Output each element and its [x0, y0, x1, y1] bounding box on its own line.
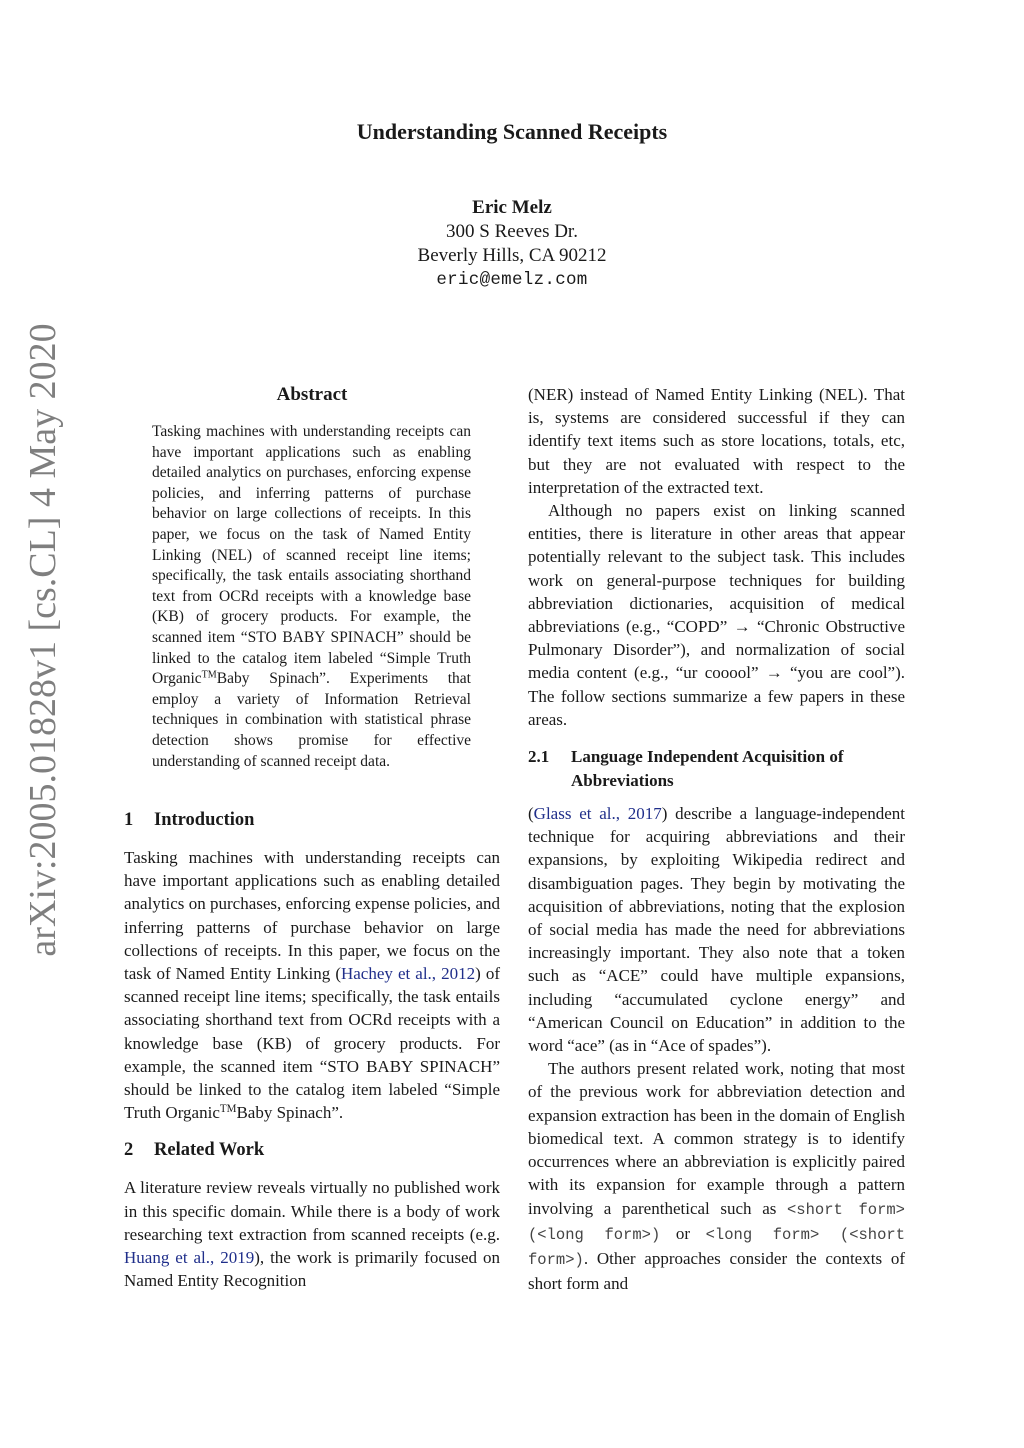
abstract-text-part1: Tasking machines with understanding receipts can have important applications such as enabling detailed analytics on purchases, enforcing expense policies, and inferring patterns of purchase behavior on large collections of receipts. In this paper, we focus on the task of Named Entity Linking (NEL) of scanned receipt line items; specifically, the task entails associating shorthand text from OCRd receipts with a knowledge base (KB) of grocery products. For example, the scanned item “STO BABY SPINACH” should be linked to the catalog item labeled “Simple Truth Organic [152, 423, 471, 688]
author-email: eric@emelz.com [436, 270, 588, 290]
subsection-paragraph-2 [528, 1057, 905, 1295]
trademark-superscript: TM [219, 1103, 237, 1116]
citation-link[interactable]: Hachey et al., 2012 [340, 964, 476, 984]
citation-link[interactable]: Glass et al., 2017 [533, 804, 662, 824]
arxiv-stamp [18, 240, 68, 1040]
section-title: Related Work [154, 1140, 265, 1161]
trademark-superscript: TM [201, 669, 217, 681]
paper-title: Understanding Scanned Receipts [356, 119, 668, 144]
related-text-part1: A literature review reveals virtually no published work in this specific domain. While there is a body of work researching text extraction from scanned receipts (e.g. [124, 1178, 500, 1244]
subsection-text-1: ) describe a language-independent technique for acquiring abbreviations and their expansions, by exploiting Wikipedia redirect and disambiguation pages. They begin by motivating the acquisition of abbreviations, noting that the explosion of social media has made the need for abbreviations increasingly important. They also note that a token such as “ACE” could have multiple expansions, including “accumulated cyclone energy” and “American Council on Education” in addition to the word “ace” (as in “Ace of spades”). [528, 804, 905, 1056]
arxiv-identifier: arXiv:2005.01828v1 [cs.CL] 4 May 2020 [22, 323, 64, 957]
paren-open: ( [528, 804, 534, 824]
intro-text-part1: Tasking machines with understanding receipts can have important applications such as enabling detailed analytics on purchases, enforcing expense policies, and inferring patterns of purchase behavior on large collections of receipts. In this paper, we focus on the task of Named Entity Linking ( [124, 848, 500, 984]
intro-text-part2: ) of scanned receipt line items; specifically, the task entails associating shorthand text from OCRd receipts with a knowledge base (KB) of grocery products. For example, the scanned item “STO BABY SPINACH” should be linked to the catalog item labeled “Simple Truth Organic [124, 964, 501, 1123]
author-address-line1: 300 S Reeves Dr. [446, 221, 578, 242]
right-column [528, 383, 905, 1295]
code-pattern-1: <short form> (<long form>) [528, 1200, 905, 1244]
code-pattern-2: <long form> (<short form>) [528, 1225, 906, 1269]
abstract-text-part2: Baby Spinach”. Experiments that employ a variety of Information Retrieval techniques in combination with statistical phrase detection shows promise for effective understanding of scanned receipt data. [152, 670, 471, 770]
abstract-heading: Abstract [276, 384, 348, 405]
section-number: 1 [124, 810, 134, 830]
author-name: Eric Melz [472, 197, 552, 218]
related-work-continuation: (NER) instead of Named Entity Linking (NEL). That is, systems are considered successful if they can identify text items such as store locations, totals, etc, but they are not evaluated with respect to the interpretation of the extracted text. [528, 385, 905, 497]
author-block [0, 196, 1024, 292]
abstract-body [152, 422, 471, 772]
subsection-text-2: The authors present related work, noting that most of the previous work for abbreviation detection and expansion extraction has been in the domain of English biomedical text. A common strategy is to identify occurrences where an abbreviation is explicitly paired with its expansion for example through a pattern involving a parenthetical such as [528, 1059, 905, 1218]
related-work-paragraph [124, 1176, 500, 1292]
intro-paragraph [124, 846, 500, 1124]
section-title: Introduction [154, 810, 255, 830]
left-column [124, 808, 500, 1292]
subsection-title: Language Independent Acquisition of Abbreviations [571, 747, 844, 790]
related-text-part2: ), the work is primarily focused on Named Entity Recognition [124, 1248, 501, 1291]
section-heading-related-work [124, 1138, 500, 1162]
subsection-paragraph-1 [528, 802, 905, 1057]
subsection-number: 2.1 [528, 747, 550, 767]
related-work-paragraph-2: Although no papers exist on linking scanned entities, there is literature in other areas that appear potentially relevant to the subject task. This includes work on general-purpose techniques for building abbreviation dictionaries, acquisition of medical abbreviations (e.g., “COPD” → “Chronic Obstructive Pulmonary Disorder”), and normalization of social media content (e.g., “ur cooool” → “you are cool”). The follow sections summarize a few papers in these areas. [528, 501, 905, 729]
subsection-text-2-end: . Other approaches consider the contexts of short form and [528, 1248, 905, 1294]
section-heading-introduction [124, 808, 500, 832]
citation-link[interactable]: Huang et al., 2019 [124, 1248, 255, 1268]
intro-text-part3: Baby Spinach”. [236, 1103, 344, 1123]
section-number: 2 [124, 1140, 134, 1161]
or-text: or [660, 1223, 706, 1243]
subsection-heading [528, 745, 905, 792]
author-address-line2: Beverly Hills, CA 90212 [417, 245, 607, 266]
